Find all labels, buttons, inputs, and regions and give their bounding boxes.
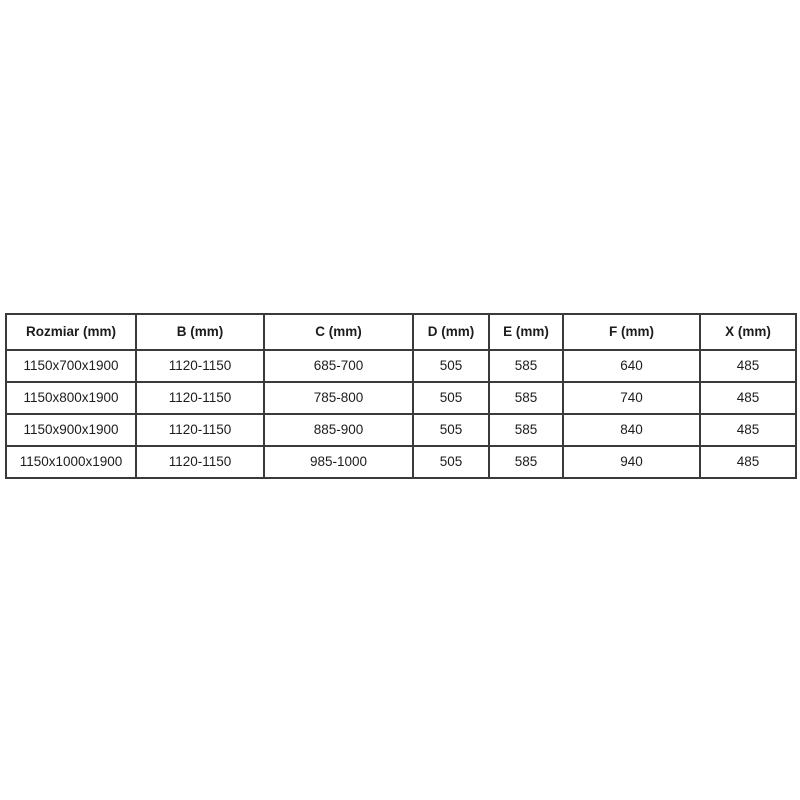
header-row — [6, 314, 796, 350]
column-header: F (mm) — [563, 314, 700, 350]
table-cell: 585 — [489, 382, 563, 414]
table-cell: 885-900 — [264, 414, 413, 446]
table-cell: 485 — [700, 382, 796, 414]
table-cell: 585 — [489, 350, 563, 382]
table-cell: 1150x700x1900 — [6, 350, 136, 382]
table-cell: 1120-1150 — [136, 382, 264, 414]
table-cell: 485 — [700, 414, 796, 446]
table-cell: 1150x800x1900 — [6, 382, 136, 414]
column-header: C (mm) — [264, 314, 413, 350]
table-cell: 940 — [563, 446, 700, 478]
column-header: D (mm) — [413, 314, 489, 350]
table-cell: 485 — [700, 350, 796, 382]
table-cell: 640 — [563, 350, 700, 382]
table-row — [6, 350, 796, 382]
dimensions-table-container — [5, 313, 795, 479]
table-cell: 1120-1150 — [136, 350, 264, 382]
table-cell: 1120-1150 — [136, 446, 264, 478]
table-cell: 1120-1150 — [136, 414, 264, 446]
table-cell: 840 — [563, 414, 700, 446]
table-cell: 505 — [413, 446, 489, 478]
table-cell: 485 — [700, 446, 796, 478]
table-cell: 585 — [489, 414, 563, 446]
table-cell: 505 — [413, 382, 489, 414]
column-header: X (mm) — [700, 314, 796, 350]
column-header: Rozmiar (mm) — [6, 314, 136, 350]
table-cell: 1150x900x1900 — [6, 414, 136, 446]
column-header: E (mm) — [489, 314, 563, 350]
table-cell: 505 — [413, 350, 489, 382]
column-header: B (mm) — [136, 314, 264, 350]
table-row — [6, 446, 796, 478]
table-cell: 1150x1000x1900 — [6, 446, 136, 478]
table-cell: 785-800 — [264, 382, 413, 414]
table-body — [6, 350, 796, 478]
table-cell: 740 — [563, 382, 700, 414]
table-cell: 985-1000 — [264, 446, 413, 478]
table-cell: 685-700 — [264, 350, 413, 382]
dimensions-table — [5, 313, 797, 479]
table-cell: 585 — [489, 446, 563, 478]
table-row — [6, 382, 796, 414]
table-row — [6, 414, 796, 446]
table-cell: 505 — [413, 414, 489, 446]
